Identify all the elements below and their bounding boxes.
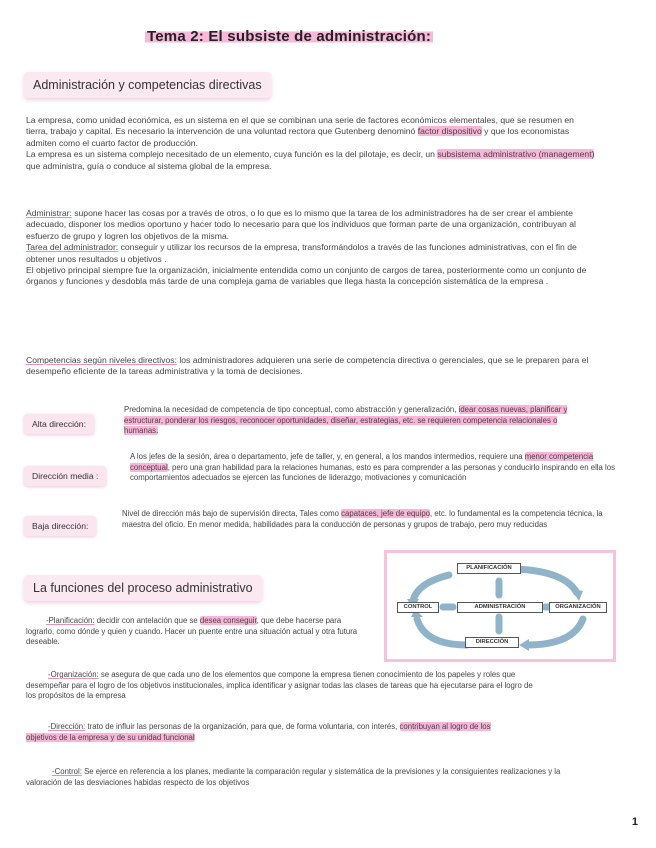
text: que administra, guía o conduce al sistema global de la empresa.: [26, 160, 272, 171]
paragraph-planificacion: [26, 616, 371, 648]
text: El objetivo principal siempre fue la organización, inicialmente entendida como un conjunto de cargos de tarea, posteriormente como un conjunto de órganos y funciones y desdobla más tarde de una compleja gama de variables que llega hasta la concepción sistemática de la empresa .: [26, 265, 587, 287]
paragraph-administrar: [26, 208, 596, 288]
highlight-factor-dispositivo: factor dispositivo: [417, 126, 482, 137]
text: y que los economistas admiten como el cuarto factor de producción.: [26, 126, 570, 148]
highlight-baja: capataces, jefe de equipo: [341, 509, 431, 518]
text: La empresa es un sistema complejo necesitado de un elemento, cuya función es la del pilotaje, es decir, un: [26, 149, 438, 160]
arrow-org-dir: [527, 619, 583, 645]
label-alta-direccion: Alta dirección:: [24, 414, 94, 434]
text: Predomina la necesidad de competencia de tipo conceptual, como abstracción y generalización,: [124, 405, 459, 414]
term-competencias: Competencias según niveles directivos:: [26, 355, 177, 365]
arrowhead: [571, 589, 583, 601]
text-baja-direccion: [122, 509, 616, 530]
arrowhead: [519, 639, 529, 651]
term-direccion: -Dirección:: [48, 722, 86, 731]
diagram-node-control: CONTROL: [397, 602, 439, 613]
diagram-node-administracion: ADMINISTRACIÓN: [457, 602, 543, 613]
text: , que debe hacerse para lograrlo, como dónde y quien y cuando. Hacer un puente entre una situación actual y otra futura deseable.: [26, 616, 358, 647]
term-planificacion: -Planificación:: [46, 616, 95, 625]
section-heading-funciones: La funciones del proceso administrativo: [24, 575, 262, 601]
text: los administradores adquieren una serie de competencia directiva o gerenciales, que se le preparen para el desempeño eficiente de la tareas administrativa y la toma de decisiones.: [26, 355, 589, 377]
arrow-dir-control: [417, 619, 467, 645]
paragraph-competencias: [26, 355, 606, 378]
text-alta-direccion: [124, 405, 592, 437]
page-number: 1: [631, 816, 638, 828]
paragraph-empresa: [26, 115, 596, 172]
paragraph-direccion: [26, 722, 496, 743]
text: se asegura de que cada uno de los elementos que compone la empresa tienen conocimiento de los papeles y roles que desempeñar para el logro de los objetivos institucionales, implica identificar y asignar todas las clases de tareas que ha ejecutarse para el logro de los propósitos de la empresa: [26, 670, 533, 701]
section-heading-administracion: Administración y competencias directivas: [24, 72, 271, 98]
page-title: [145, 28, 433, 45]
text: Se ejerce en referencia a los planes, mediante la comparación regular y sistemática de la previsiones y la consiguientes realizaciones y la valoración de las desviaciones habidas respecto de los objetivos: [26, 767, 561, 787]
term-administrar: Administrar:: [26, 208, 72, 218]
text: decidir con antelación que se: [94, 616, 200, 625]
highlight-alta: idear cosas nuevas, planificar y estructurar, ponderar los riesgos, reconocer oportunidades, diseñar, estrategias, etc. se requieren competencia relacionales o humanas.: [124, 405, 568, 436]
arrow-plan-org: [515, 569, 577, 593]
administration-cycle-diagram: [384, 550, 616, 662]
text: supone hacer las cosas por a través de otros, o lo que es lo mismo que la tarea de los administradores ha de ser crear el ambiente adecuado, disponer los medios oportuno y hacer todo lo necesario para que los individuos que forman parte de una organización, contribuyan al esfuerzo de grupo y logren los objetivos de la misma.: [26, 208, 576, 241]
page-title-text: Tema 2: El subsiste de administración:: [147, 28, 432, 45]
term-control: -Control:: [52, 767, 82, 776]
paragraph-organizacion: [26, 670, 538, 702]
highlight-contribuyan: contribuyan al logro de los objetivos de la empresa y de su unidad funcional: [26, 722, 491, 742]
label-direccion-media: Dirección media :: [24, 466, 106, 486]
text: A los jefes de la sesión, área o departamento, jefe de taller, y, en general, a los mandos intermedios, requiere una: [130, 452, 525, 461]
label-baja-direccion: Baja dirección:: [24, 516, 96, 536]
term-organizacion: -Organización:: [48, 670, 99, 679]
text: , pero una gran habilidad para la relaciones humanas, esto es para comprender a las personas y conducirlo inspirando en ella los comportamientos adecuados se ejercen las funciones de liderazgo, motivaciones y comunicación: [130, 462, 616, 483]
text: conseguir y utilizar los recursos de la empresa, transformándolos a través de las funciones administrativas, con el fin de obtener unos resultados u objetivos .: [26, 242, 577, 264]
text: Nivel de dirección más bajo de supervisión directa, Tales como: [122, 509, 342, 518]
diagram-node-organizacion: ORGANIZACIÓN: [549, 602, 607, 613]
highlight-subsistema: subsistema administrativo (management): [437, 149, 595, 160]
diagram-node-direccion: DIRECCIÓN: [465, 637, 519, 648]
text: , etc. lo fundamental es la competencia técnica, la maestra del oficio. En menor medida, habilidades para la conducción de personas y grupos de trabajo, pero muy reducidas: [122, 509, 603, 529]
diagram-node-planificacion: PLANIFICACIÓN: [457, 563, 521, 574]
text: La empresa, como unidad económica, es un sistema en el que se combinan una serie de factores económicos elementales, que se resumen en tierra, trabajo y capital. Es necesario la intervención de una voluntad rectora que Gutenberg denominó: [26, 115, 574, 137]
highlight-media: menor competencia conceptual: [130, 452, 594, 472]
highlight-desea-conseguir: desea conseguir: [199, 616, 257, 625]
term-tarea-administrador: Tarea del administrador:: [26, 242, 119, 253]
text-direccion-media: [130, 452, 616, 484]
text: trato de influir las personas de la organización, para que, de forma voluntaria, con interés,: [85, 722, 400, 731]
paragraph-control: [26, 767, 596, 788]
arrow-plan-control: [413, 575, 449, 601]
